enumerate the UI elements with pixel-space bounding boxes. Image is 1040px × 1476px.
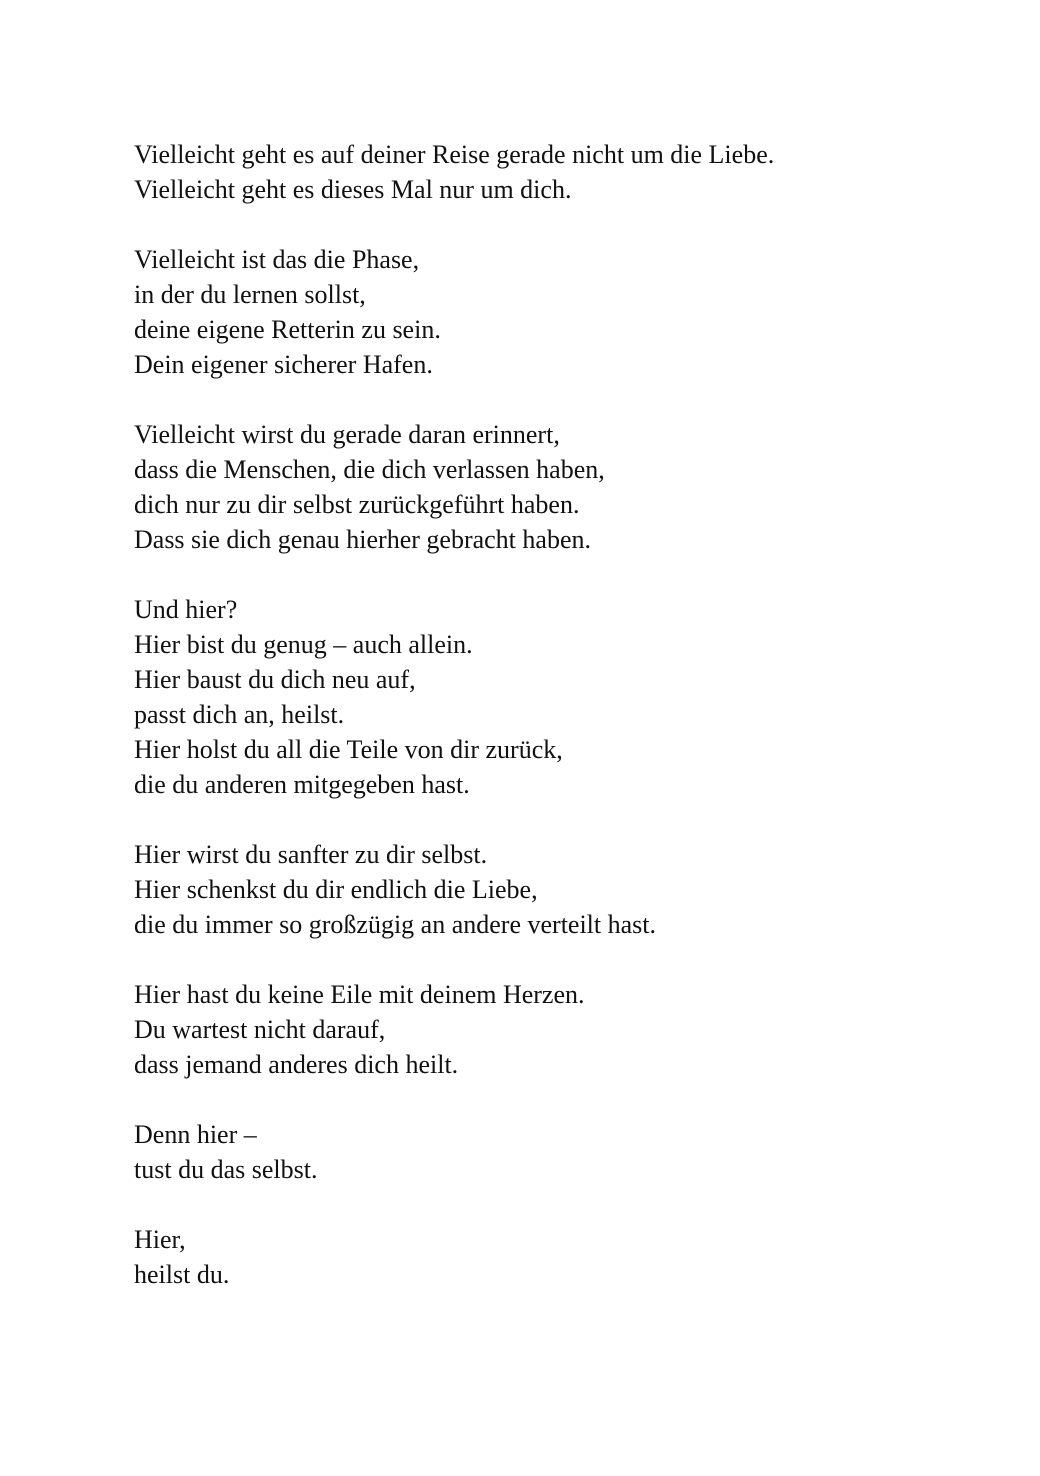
poem-line: Hier baust du dich neu auf, [134,665,416,694]
poem-line: Hier hast du keine Eile mit deinem Herzen. [134,980,585,1009]
stanza-3 [134,417,994,557]
stanza-2 [134,242,994,382]
stanza-6 [134,977,994,1082]
poem-line: heilst du. [134,1260,230,1289]
poem-line: Hier holst du all die Teile von dir zurück, [134,735,563,764]
poem-line: Dein eigener sicherer Hafen. [134,350,433,379]
poem-line: Hier bist du genug – auch allein. [134,630,473,659]
poem-line: Hier wirst du sanfter zu dir selbst. [134,840,488,869]
poem-line: Hier schenkst du dir endlich die Liebe, [134,875,538,904]
stanza-7 [134,1117,994,1187]
stanza-5 [134,837,994,942]
poem-line: Du wartest nicht darauf, [134,1015,386,1044]
poem-line: die du anderen mitgegeben hast. [134,770,470,799]
stanza-1 [134,137,994,207]
poem-text [134,137,994,1327]
poem-line: Und hier? [134,595,238,624]
poem-line: Vielleicht ist das die Phase, [134,245,420,274]
poem-line: deine eigene Retterin zu sein. [134,315,441,344]
poem-line: Hier, [134,1225,186,1254]
poem-line: in der du lernen sollst, [134,280,366,309]
poem-line: Dass sie dich genau hierher gebracht haben. [134,525,591,554]
poem-line: passt dich an, heilst. [134,700,345,729]
poem-line: Vielleicht geht es dieses Mal nur um dich. [134,175,572,204]
poem-line: dich nur zu dir selbst zurückgeführt haben. [134,490,580,519]
poem-line: tust du das selbst. [134,1155,318,1184]
poem-line: dass die Menschen, die dich verlassen haben, [134,455,605,484]
stanza-8 [134,1222,994,1292]
stanza-4 [134,592,994,802]
poem-line: Vielleicht geht es auf deiner Reise gerade nicht um die Liebe. [134,140,775,169]
poem-line: Vielleicht wirst du gerade daran erinnert, [134,420,560,449]
poem-line: Denn hier – [134,1120,257,1149]
poem-line: die du immer so großzügig an andere verteilt hast. [134,910,657,939]
poem-line: dass jemand anderes dich heilt. [134,1050,459,1079]
